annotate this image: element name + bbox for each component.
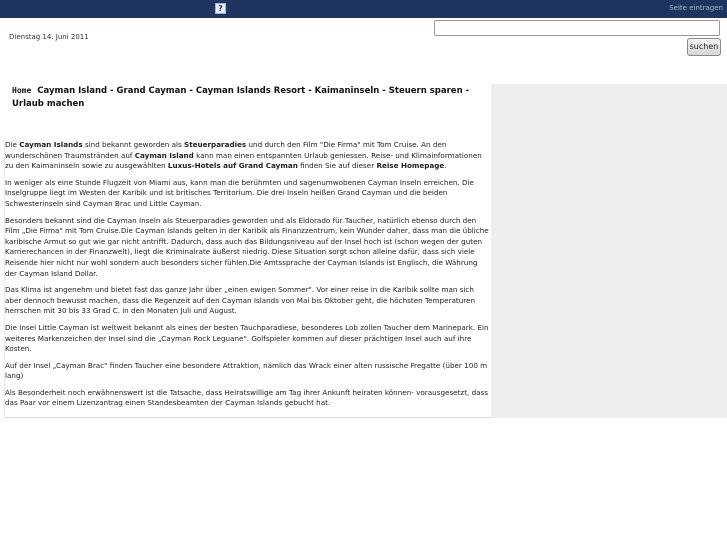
bold-cayman-islands: Cayman Islands: [19, 140, 83, 149]
help-icon[interactable]: ?: [215, 3, 226, 14]
right-sidebar: [491, 84, 727, 418]
content-bottom-border: [5, 417, 491, 418]
seite-eintragen-link[interactable]: Seite eintragen: [669, 4, 723, 12]
paragraph-little-cayman: Die Insel Little Cayman ist weltweit bekannt als eines der besten Tauchparadiese, besonderes Lob zollen Taucher dem Marinepark. Ein weiteres Markenzeichen der Insel sind die „Cayman Rock Leguane". Golfspieler kommen auf dieser prächtigen Insel auch auf ihre Kosten.: [5, 322, 489, 354]
paragraph-steuerparadies: Besonders bekannt sind die Cayman Inseln als Steuerparadies geworden und als Eldorado für Taucher, natürlich ebenso durch den Film „Die Firma" mit Tom Cruise.Die Cayman Islands gelten in der Karibik als Finanzzentrum, kein Wunder daher, dass man die übliche karibische Armut so gut wie gar nicht antrifft. Dadurch, dass auch das Bildungsniveau auf der Insel hoch ist (schon wegen der guten Karrierechancen in der Finanzwelt), liegt die Kriminalrate äußerst niedrig. Diese Situation sorgt schon alleine dafür, dass sich viele Reisende hier nicht nur wohl sondern auch besonders sicher fühlen.Die Amtssprache der Cayman Islands ist Englisch, die Währung der Cayman Island Dollar.: [5, 215, 489, 278]
home-link[interactable]: Home: [12, 86, 32, 95]
page-title: [12, 84, 482, 111]
search-button[interactable]: suchen: [687, 38, 721, 56]
paragraph-intro: Die Cayman Islands sind bekannt geworden als Steuerparadies und durch den Film "Die Firma" mit Tom Cruise. An den wunderschönen Traumstränden auf Cayman Island kann man einen entspannten Urlaub geniessen. Reise- und Klimainformationen zu den Kaimaninseln sowie zu ausgewählten Luxus-Hotels auf Grand Cayman finden Sie auf dieser Reise Homepage.: [5, 140, 482, 171]
top-bar: [0, 0, 727, 18]
search-input[interactable]: [434, 20, 720, 36]
bold-reise-homepage: Reise Homepage: [376, 161, 445, 171]
paragraph-heirat: Als Besonderheit noch erwähnenswert ist die Tatsache, dass Heiratswillige am Tag ihrer Ankunft heiraten können- vorausgesetzt, dass das Paar vor einem Lizenzantrag einen Standesbeamten der Cayman Islands gebucht hat.: [5, 387, 489, 408]
paragraph-cayman-brac: Auf der Insel „Cayman Brac" finden Taucher eine besondere Attraktion, nämlich das Wrack einer alten russische Fregatte (über 100 m lang): [5, 360, 488, 381]
bold-cayman-island: Cayman Island: [134, 150, 194, 160]
page-title-text: Cayman Island - Grand Cayman - Cayman Islands Resort - Kaimaninseln - Steuern sparen - Urlaub machen: [12, 86, 470, 109]
paragraph-klima: Das Klima ist angenehm und bietet fast das ganze Jahr über „einen ewigen Sommer". Vor einer reise in die Karibik sollte man sich aber dennoch bewusst machen, dass die Regenzeit auf den Cayman Islands von Mai bis Oktober geht, die höchsten Temperaturen herrschen mit 30 bis 33 Grad C. in den Monaten Juli und August.: [5, 285, 476, 316]
current-date: Dienstag 14. Juni 2011: [9, 33, 89, 41]
bold-steuerparadies: Steuerparadies: [184, 140, 247, 149]
article-content: [5, 140, 490, 415]
bold-luxus-hotels: Luxus-Hotels auf Grand Cayman: [167, 161, 298, 171]
paragraph-location: In weniger als eine Stunde Flugzeit von Miami aus, kann man die berühmten und sagenumwobenen Cayman Inseln erreichen. Die Inselgruppe liegt im Westen der Karibik und ist britisches Territorium. Die drei Inseln heißen Grand Cayman und die beiden Schwesterinseln sind Cayman Brac und Little Cayman.: [5, 177, 474, 208]
